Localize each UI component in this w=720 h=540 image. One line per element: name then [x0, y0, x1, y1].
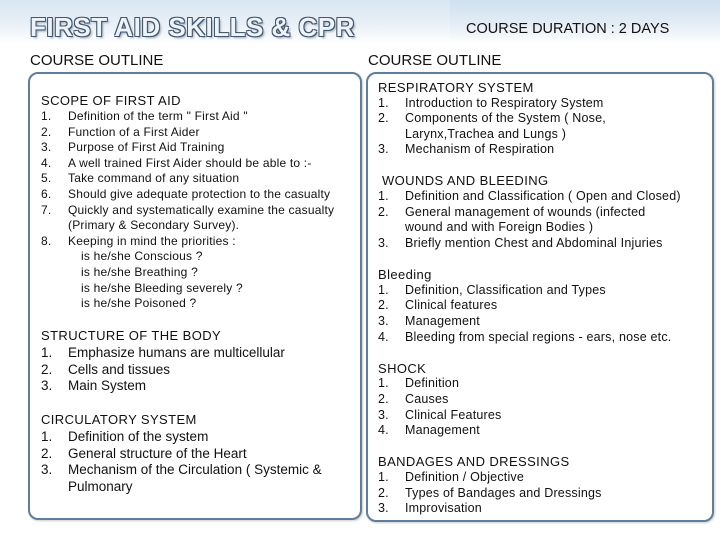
right-outline-heading: COURSE OUTLINE: [368, 52, 502, 69]
section-title-scope: SCOPE OF FIRST AID: [41, 93, 181, 108]
section-title-respiratory: RESPIRATORY SYSTEM: [378, 80, 534, 95]
section-title-shock: SHOCK: [378, 361, 427, 376]
course-duration: COURSE DURATION : 2 DAYS: [466, 21, 670, 37]
section-title-wounds: WOUNDS AND BLEEDING: [382, 173, 549, 188]
section-title-bandages: BANDAGES AND DRESSINGS: [378, 454, 570, 469]
section-title-bleeding: Bleeding: [378, 267, 432, 282]
left-outline-heading: COURSE OUTLINE: [30, 52, 164, 69]
right-outline-panel: RESPIRATORY SYSTEM 1. Introduction to Respiratory System 2. Components of the System ( Nose, Larynx,Trachea and Lungs ) 3. Mechanism of Respiration WOUNDS AND BLEEDING 1. Definition and Classification ( Open and Closed) 2. General management of wounds (infected wound and with Foreign Bodies ) 3. Briefly mention Chest and Abdominal Injuries Bleeding 1. Definition, Classification and Types 2. Clinical features 3. Management 4. Bleeding from special regions - ears, nose etc. SHOCK 1. Definition 2. Causes 3. Clinical Features 4. Management BANDAGES AND DRESSINGS 1. Definition / Objective 2. Types of Bandages and Dressings 3. Improvisation: [366, 72, 714, 522]
section-title-circulatory: CIRCULATORY SYSTEM: [41, 412, 197, 427]
slide-title: FIRST AID SKILLS & CPR: [30, 12, 355, 42]
left-outline-panel: SCOPE OF FIRST AID 1. Definition of the term " First Aid " 2. Function of a First Aider 3. Purpose of First Aid Training 4. A well trained First Aider should be able to :- 5. Take command of any situation 6. Should give adequate protection to the casualty 7. Quickly and systematically examine the casualty (Primary & Secondary Survey). 8. Keeping in mind the priorities : is he/she Conscious ? is he/she Breathing ? is he/she Bleeding severely ? is he/she Poisoned ? STRUCTURE OF THE BODY 1. Emphasize humans are multicellular 2. Cells and tissues 3. Main System CIRCULATORY SYSTEM 1. Definition of the system 2. General structure of the Heart 3. Mechanism of the Circulation ( Systemic & Pulmonary: [28, 72, 362, 520]
section-title-structure: STRUCTURE OF THE BODY: [41, 328, 222, 343]
